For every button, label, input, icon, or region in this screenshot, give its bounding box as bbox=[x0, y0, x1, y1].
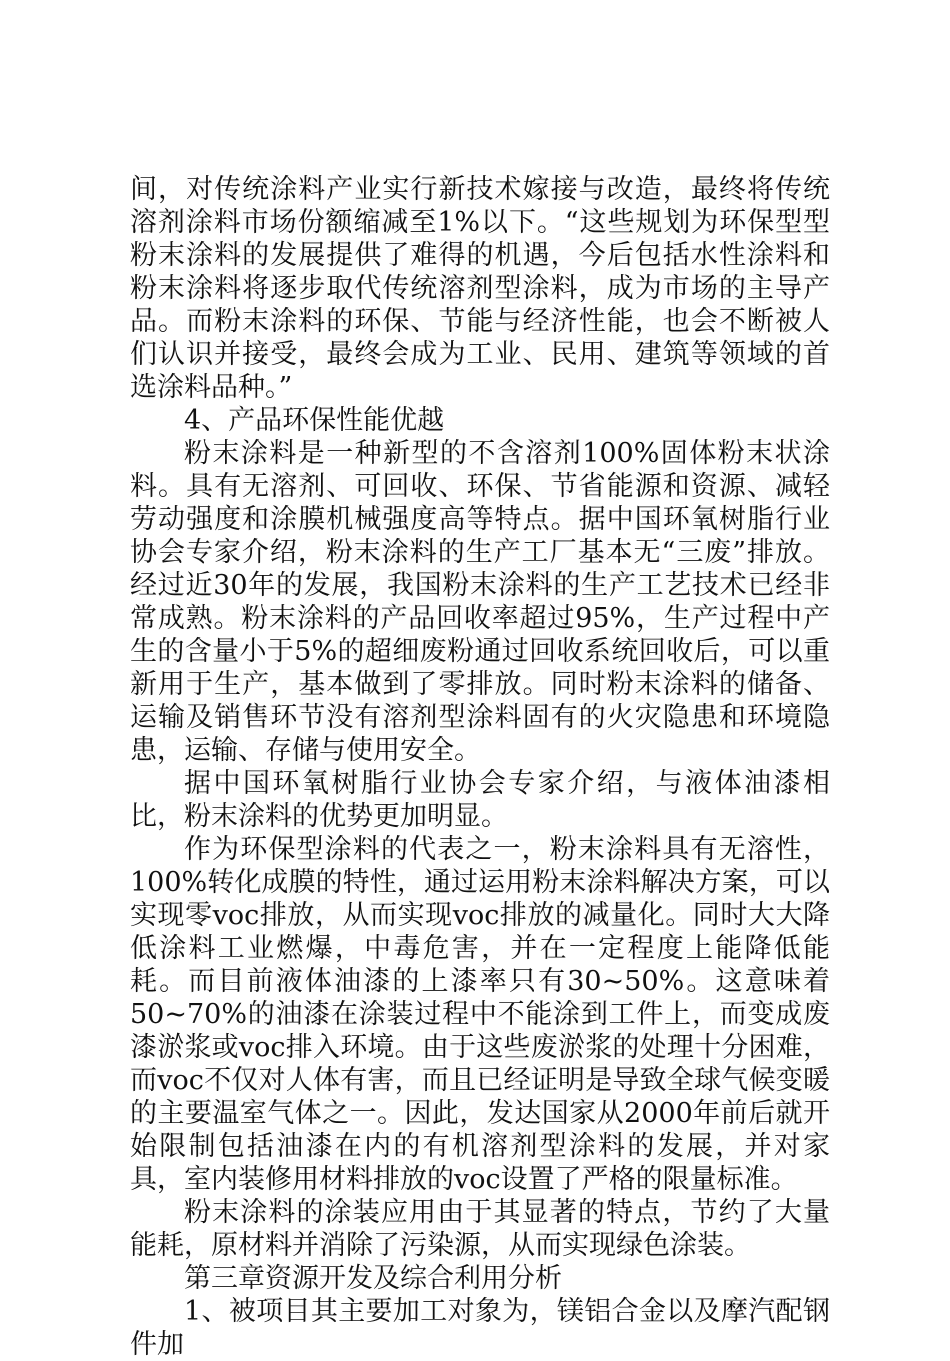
paragraph-continuation: 间，对传统涂料产业实行新技术嫁接与改造，最终将传统溶剂涂料市场份额缩减至1%以下。“这些规划为环保型型粉末涂料的发展提供了难得的机遇，今后包括水性涂料和粉末涂料将逐步取代传统溶剂型涂料，成为市场的主导产品。而粉末涂料的环保、节能与经济性能，也会不断被人们认识并接受，最终会成为工业、民用、建筑等领域的首选涂料品种。” bbox=[130, 174, 830, 403]
section-heading-4: 4、产品环保性能优越 bbox=[184, 405, 445, 436]
paragraph-expert: 据中国环氧树脂行业协会专家介绍，与液体油漆相比，粉末涂料的优势更加明显。 bbox=[130, 768, 830, 832]
paragraph-item-1: 1、被项目其主要加工对象为，镁铝合金以及摩汽配钢件加 bbox=[130, 1296, 830, 1360]
document-body bbox=[130, 173, 830, 1361]
paragraph-powder-intro: 粉末涂料是一种新型的不含溶剂100%固体粉末状涂料。具有无溶剂、可回收、环保、节省能源和资源、减轻劳动强度和涂膜机械强度高等特点。据中国环氧树脂行业协会专家介绍，粉末涂料的生产工厂基本无“三废”排放。经过近30年的发展，我国粉末涂料的生产工艺技术已经非常成熟。粉末涂料的产品回收率超过95%，生产过程中产生的含量小于5%的超细废粉通过回收系统回收后，可以重新用于生产，基本做到了零排放。同时粉末涂料的储备、运输及销售环节没有溶剂型涂料固有的火灾隐患和环境隐患，运输、存储与使用安全。 bbox=[130, 438, 830, 766]
paragraph-voc: 作为环保型涂料的代表之一，粉末涂料具有无溶性，100%转化成膜的特性，通过运用粉末涂料解决方案，可以实现零voc排放，从而实现voc排放的减量化。同时大大降低涂料工业燃爆，中毒危害，并在一定程度上能降低能耗。而目前液体油漆的上漆率只有30~50%。这意味着50~70%的油漆在涂装过程中不能涂到工件上，而变成废漆淤浆或voc排入环境。由于这些废淤浆的处理十分困难，而voc不仅对人体有害，而且已经证明是导致全球气候变暖的主要温室气体之一。因此，发达国家从2000年前后就开始限制包括油漆在内的有机溶剂型涂料的发展，并对家具，室内装修用材料排放的voc设置了严格的限量标准。 bbox=[130, 834, 830, 1195]
paragraph-green-coating: 粉末涂料的涂装应用由于其显著的特点，节约了大量能耗，原材料并消除了污染源，从而实现绿色涂装。 bbox=[130, 1197, 830, 1261]
chapter-heading-3: 第三章资源开发及综合利用分析 bbox=[184, 1263, 562, 1294]
